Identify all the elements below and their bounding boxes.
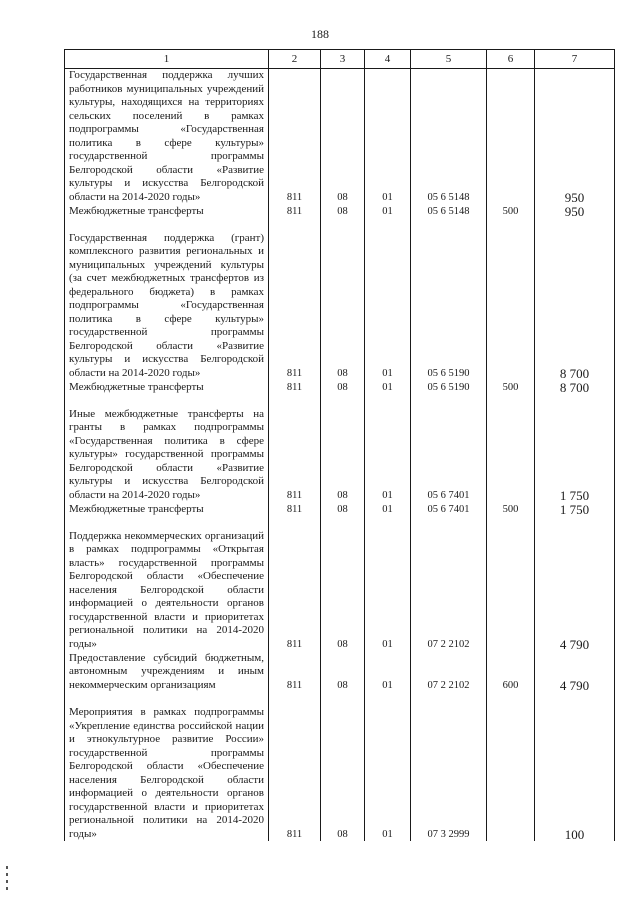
- row-section: 08: [321, 218, 365, 380]
- header-col-7: 7: [535, 50, 615, 69]
- table-row: [65, 651, 615, 692]
- page-number: 188: [311, 27, 329, 41]
- table-row: [65, 502, 615, 516]
- row-description: Межбюджетные трансферты: [65, 380, 269, 394]
- row-section: 08: [321, 394, 365, 502]
- row-expense-type: [487, 516, 535, 651]
- row-expense-type: 600: [487, 651, 535, 692]
- row-description: Государственная поддержка лучших работников муниципальных учреждений культуры, находящихся на территориях сельских поселений в рамках подпрограммы «Государственная политика в сфере культуры» государственной программы Белгородской области «Развитие культуры и искусства Белгородской области на 2014-2020 годы»: [65, 69, 269, 205]
- row-subsection: 01: [365, 502, 411, 516]
- row-admin-code: 811: [269, 380, 321, 394]
- row-target-article: 07 2 2102: [411, 516, 487, 651]
- header-col-5: 5: [411, 50, 487, 69]
- row-section: 08: [321, 692, 365, 841]
- budget-table-grid: [64, 49, 615, 841]
- row-amount: 8 700: [535, 380, 615, 394]
- row-subsection: 01: [365, 516, 411, 651]
- table-row: [65, 218, 615, 380]
- row-admin-code: 811: [269, 218, 321, 380]
- row-description: Межбюджетные трансферты: [65, 502, 269, 516]
- row-target-article: 05 6 5148: [411, 204, 487, 218]
- row-expense-type: 500: [487, 380, 535, 394]
- row-expense-type: 500: [487, 204, 535, 218]
- row-admin-code: 811: [269, 69, 321, 205]
- row-amount: 1 750: [535, 394, 615, 502]
- row-amount: 100: [535, 692, 615, 841]
- row-target-article: 07 2 2102: [411, 651, 487, 692]
- row-target-article: 07 3 2999: [411, 692, 487, 841]
- row-section: 08: [321, 204, 365, 218]
- row-subsection: 01: [365, 692, 411, 841]
- header-col-6: 6: [487, 50, 535, 69]
- table-row: [65, 692, 615, 841]
- row-admin-code: 811: [269, 651, 321, 692]
- row-description: Предоставление субсидий бюджетным, автономным учреждениям и иным некоммерческим организациям: [65, 651, 269, 692]
- row-section: 08: [321, 651, 365, 692]
- row-amount: 4 790: [535, 516, 615, 651]
- row-amount: 950: [535, 204, 615, 218]
- header-col-2: 2: [269, 50, 321, 69]
- row-subsection: 01: [365, 204, 411, 218]
- row-target-article: 05 6 7401: [411, 394, 487, 502]
- budget-table: [64, 49, 614, 849]
- row-expense-type: [487, 69, 535, 205]
- row-target-article: 05 6 5190: [411, 218, 487, 380]
- table-row: [65, 69, 615, 205]
- row-target-article: 05 6 7401: [411, 502, 487, 516]
- table-row: [65, 516, 615, 651]
- row-description: Мероприятия в рамках подпрограммы «Укрепление единства российской нации и этнокультурное развитие России» государственной программы Белгородской области «Обеспечение населения Белгородской области информацией о деятельности органов государственной власти и приоритетах региональной политики на 2014-2020 годы»: [65, 692, 269, 841]
- table-row: [65, 204, 615, 218]
- header-col-3: 3: [321, 50, 365, 69]
- binding-marks: [6, 866, 10, 896]
- row-target-article: 05 6 5190: [411, 380, 487, 394]
- row-expense-type: [487, 218, 535, 380]
- row-subsection: 01: [365, 394, 411, 502]
- row-section: 08: [321, 69, 365, 205]
- table-row: [65, 380, 615, 394]
- row-section: 08: [321, 502, 365, 516]
- row-subsection: 01: [365, 218, 411, 380]
- row-expense-type: 500: [487, 502, 535, 516]
- row-section: 08: [321, 380, 365, 394]
- row-subsection: 01: [365, 69, 411, 205]
- row-description: Иные межбюджетные трансферты на гранты в рамках подпрограммы «Государственная политика в сфере культуры» государственной программы Белгородской области «Развитие культуры и искусства Белгородской области на 2014-2020 годы»: [65, 394, 269, 502]
- row-admin-code: 811: [269, 204, 321, 218]
- header-col-1: 1: [65, 50, 269, 69]
- row-amount: 1 750: [535, 502, 615, 516]
- row-amount: 950: [535, 69, 615, 205]
- header-row: [65, 50, 615, 69]
- row-target-article: 05 6 5148: [411, 69, 487, 205]
- row-amount: 8 700: [535, 218, 615, 380]
- row-admin-code: 811: [269, 394, 321, 502]
- row-description: Поддержка некоммерческих организаций в рамках подпрограммы «Открытая власть» государственной программы Белгородской области «Обеспечение населения Белгородской области информацией о деятельности органов государственной власти и приоритетах региональной политики на 2014-2020 годы»: [65, 516, 269, 651]
- header-col-4: 4: [365, 50, 411, 69]
- row-expense-type: [487, 394, 535, 502]
- row-admin-code: 811: [269, 502, 321, 516]
- row-admin-code: 811: [269, 692, 321, 841]
- row-subsection: 01: [365, 651, 411, 692]
- row-amount: 4 790: [535, 651, 615, 692]
- row-subsection: 01: [365, 380, 411, 394]
- row-admin-code: 811: [269, 516, 321, 651]
- table-row: [65, 394, 615, 502]
- row-description: Межбюджетные трансферты: [65, 204, 269, 218]
- row-expense-type: [487, 692, 535, 841]
- row-description: Государственная поддержка (грант) комплексного развития региональных и муниципальных учреждений культуры (за счет межбюджетных трансфертов из федерального бюджета) в рамках подпрограммы «Государственная политика в сфере культуры» государственной программы Белгородской области «Развитие культуры и искусства Белгородской области на 2014-2020 годы»: [65, 218, 269, 380]
- row-section: 08: [321, 516, 365, 651]
